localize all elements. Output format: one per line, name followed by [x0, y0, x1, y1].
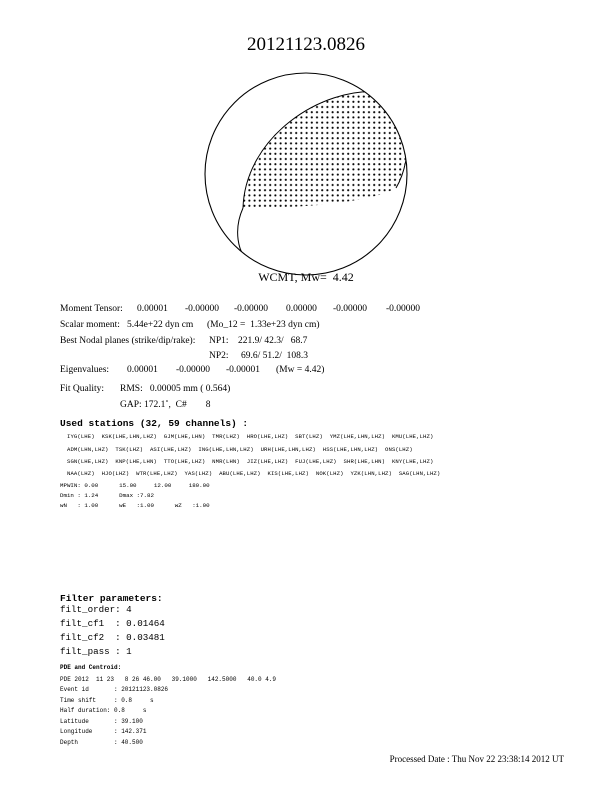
filter-heading: Filter parameters: [60, 593, 163, 604]
stations-row: ADM(LHN,LHZ) TSK(LHZ) ASI(LHE,LHZ) ING(LHE,LHN,LHZ) URH(LHE,LHN,LHZ) HSS(LHE,LHN,LHZ) ONS(LHZ) [67, 446, 413, 453]
mt-value-3: -0.00000 [234, 304, 269, 314]
eigen-value-1: 0.00001 [127, 365, 158, 375]
eigen-mw: (Mw = 4.42) [276, 365, 325, 375]
fit-quality-gap: GAP: 172.1˚, C# 8 [120, 400, 211, 410]
mt-value-4: 0.00000 [286, 304, 317, 314]
scalar-moment-label: Scalar moment: [60, 320, 120, 330]
pde-line: PDE 2012 11 23 8 26 46.00 39.1000 142.5000 40.0 4.9 [60, 676, 277, 683]
filter-pass: filt_pass : 1 [60, 646, 132, 657]
event-title: 20121123.0826 [246, 34, 366, 55]
dmin-dmax-row: Dmin : 1.24 Dmax :7.82 [60, 492, 154, 499]
stations-row: NAA(LHZ) HJO(LHZ) WTR(LHE,LHZ) YAS(LHZ) ABU(LHE,LHZ) KIS(LHE,LHZ) NOK(LHZ) YZK(LHN,LHZ) SAG(LHN,LHZ) [67, 470, 441, 477]
moment-tensor-label: Moment Tensor: [60, 304, 123, 314]
stations-row: IYG(LHE) KSK(LHE,LHN,LHZ) GJM(LHE,LHN) TMR(LHZ) HRO(LHE,LHZ) SBT(LHZ) YMZ(LHE,LHN,LHZ) KMU(LHE,LHZ) [67, 433, 434, 440]
fit-quality-rms: RMS: 0.00005 mm ( 0.564) [120, 384, 231, 394]
weights-row: wN : 1.00 wE :1.00 wZ :1.00 [60, 502, 210, 509]
focal-mechanism-beachball [200, 68, 412, 280]
eigen-value-3: -0.00001 [226, 365, 261, 375]
np1-value: 221.9/ 42.3/ 68.7 [238, 336, 308, 346]
np1-label: NP1: [209, 336, 229, 346]
mpwin-row: MPWIN: 0.00 15.00 12.00 180.00 [60, 482, 210, 489]
processed-date: Processed Date : Thu Nov 22 23:38:14 2012 UT [389, 754, 564, 764]
mt-value-2: -0.00000 [185, 304, 220, 314]
stations-heading: Used stations (32, 59 channels) : [60, 418, 249, 429]
nodal-planes-label: Best Nodal planes (strike/dip/rake): [60, 336, 196, 346]
np2-value: 69.6/ 51.2/ 108.3 [241, 351, 309, 361]
filter-cf1: filt_cf1 : 0.01464 [60, 618, 165, 629]
half-duration: Half duration: 0.8 s [60, 707, 147, 714]
eigenvalues-label: Eigenvalues: [60, 365, 110, 375]
stations-row: SGN(LHE,LHZ) KNP(LHE,LHN) TTO(LHE,LHZ) NMR(LHN) JIZ(LHE,LHZ) FUJ(LHE,LHZ) SHR(LHE,LHN) KNY(LHE,LHZ) [67, 458, 434, 465]
np2-label: NP2: [209, 351, 229, 361]
scalar-moment-value: 5.44e+22 dyn cm [127, 320, 194, 330]
filter-order: filt_order: 4 [60, 604, 132, 615]
eigen-value-2: -0.00000 [176, 365, 211, 375]
event-id: Event id : 20121123.0826 [60, 686, 169, 693]
scalar-moment-mo12: (Mo_12 = 1.33e+23 dyn cm) [207, 320, 320, 330]
time-shift: Time shift : 0.8 s [60, 697, 154, 704]
fit-quality-label: Fit Quality: [60, 384, 105, 394]
filter-cf2: filt_cf2 : 0.03481 [60, 632, 165, 643]
mt-value-6: -0.00000 [386, 304, 421, 314]
longitude: Longitude : 142.371 [60, 728, 147, 735]
mt-value-1: 0.00001 [137, 304, 168, 314]
mechanism-label: WCMT, Mw= 4.42 [258, 270, 354, 284]
depth: Depth : 40.500 [60, 739, 143, 746]
latitude: Latitude : 39.100 [60, 718, 143, 725]
mt-value-5: -0.00000 [333, 304, 368, 314]
pde-heading: PDE and Centroid: [60, 664, 122, 671]
